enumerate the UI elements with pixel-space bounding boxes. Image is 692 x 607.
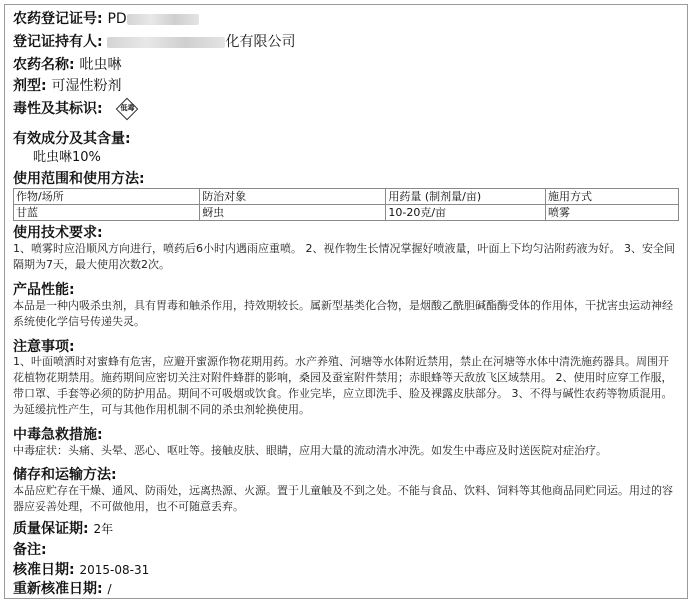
caution-text: 1、叶面喷洒时对蜜蜂有危害，应避开蜜源作物花期用药。水产养殖、河塘等水体附近禁用，禁止在河塘等水体中清洗施药器具。周围开花植物花期禁用。施药期间应密切关注对附件蜂群的影响，桑园及蚕室附件禁用；赤眼蜂等天敌放飞区域禁用。 2、使用时应穿工作服，带口罩、手套等必须的防护用品。期间不可吸烟或饮食。作业完毕，应立即洗手、脸及裸露皮肤部分。 3、不得与碱性农药等物质混用。为延缓抗性产生，可与其他作用机制不同的杀虫剂轮换使用。 [13, 355, 673, 416]
usage-label: 使用范围和使用方法: [13, 171, 145, 187]
tech-label: 使用技术要求: [13, 225, 103, 241]
pesticide-name-label: 农药名称: [13, 57, 75, 73]
renewal-date-line [13, 579, 679, 599]
shelf-life-line [13, 519, 679, 539]
approval-date-value: 2015-08-31 [79, 563, 150, 577]
formulation-line [13, 76, 679, 96]
registration-number-label: 农药登记证号: [13, 11, 103, 27]
shelf-life-value: 2年 [93, 522, 114, 536]
formulation-value: 可湿性粉剂 [51, 78, 122, 94]
remark-label: 备注: [13, 542, 47, 558]
usage-col-target: 防治对象 [200, 189, 386, 205]
registration-number-value: PD [107, 11, 127, 27]
table-row [14, 205, 679, 221]
caution-label: 注意事项: [13, 339, 75, 355]
performance-text: 本品是一种内吸杀虫剂，具有胃毒和触杀作用，持效期较长。属新型基类化合物，是烟酸乙酰胆碱酯酶受体的作用体，干扰害虫运动神经系统使化学信号传递失灵。 [13, 299, 673, 328]
usage-cell-method: 喷雾 [545, 205, 678, 221]
renewal-date-label: 重新核准日期: [13, 581, 103, 597]
redacted-mark [107, 37, 225, 48]
registration-number-line [13, 9, 679, 29]
tech-text: 1、喷雾时应沿顺风方向进行，喷药后6小时内遇雨应重喷。 2、视作物生长情况掌握好喷液量，叶面上下均匀沾附药液为好。 3、安全间隔期为7天，最大使用次数2次。 [13, 242, 675, 271]
holder-label: 登记证持有人: [13, 34, 103, 50]
usage-table-header [14, 189, 679, 205]
formulation-label: 剂型: [13, 78, 47, 94]
approval-date-line [13, 560, 679, 580]
pesticide-name-line [13, 55, 679, 75]
usage-cell-dosage: 10-20克/亩 [386, 205, 546, 221]
storage-text: 本品应贮存在干燥、通风、防雨处，远离热源、火源。置于儿童触及不到之处。不能与食品、饮料、饲料等其他商品同贮同运。用过的容器应妥善处理，不可做他用，也不可随意丢弃。 [13, 484, 673, 513]
performance-label: 产品性能: [13, 282, 75, 298]
usage-table-wrap [13, 188, 679, 221]
usage-col-crop: 作物/场所 [14, 189, 200, 205]
renewal-date-value: / [107, 582, 112, 596]
storage-label: 储存和运输方法: [13, 467, 117, 483]
holder-line [13, 32, 679, 52]
toxicity-label: 毒性及其标识: [13, 101, 103, 117]
first-aid-text: 中毒症状：头痛、头晕、恶心、呕吐等。接触皮肤、眼睛，应用大量的流动清水冲洗。如发生中毒应及时送医院对症治疗。 [13, 444, 607, 457]
toxicity-line [13, 99, 679, 119]
holder-value: 化有限公司 [225, 34, 296, 50]
first-aid-label: 中毒急救措施: [13, 427, 103, 443]
pesticide-name-value: 吡虫啉 [79, 57, 122, 73]
usage-col-method: 施用方式 [545, 189, 678, 205]
pesticide-label-document [4, 4, 688, 599]
usage-cell-crop: 甘蓝 [14, 205, 200, 221]
redacted-mark [127, 14, 199, 25]
usage-col-dosage: 用药量 (制剂量/亩) [386, 189, 546, 205]
usage-cell-target: 蚜虫 [200, 205, 386, 221]
ingredient-value: 吡虫啉10% [33, 150, 101, 165]
ingredient-label: 有效成分及其含量: [13, 131, 131, 147]
low-toxicity-icon: 低毒 [113, 99, 141, 119]
shelf-life-label: 质量保证期: [13, 521, 89, 537]
usage-table [13, 188, 679, 221]
approval-date-label: 核准日期: [13, 562, 75, 578]
